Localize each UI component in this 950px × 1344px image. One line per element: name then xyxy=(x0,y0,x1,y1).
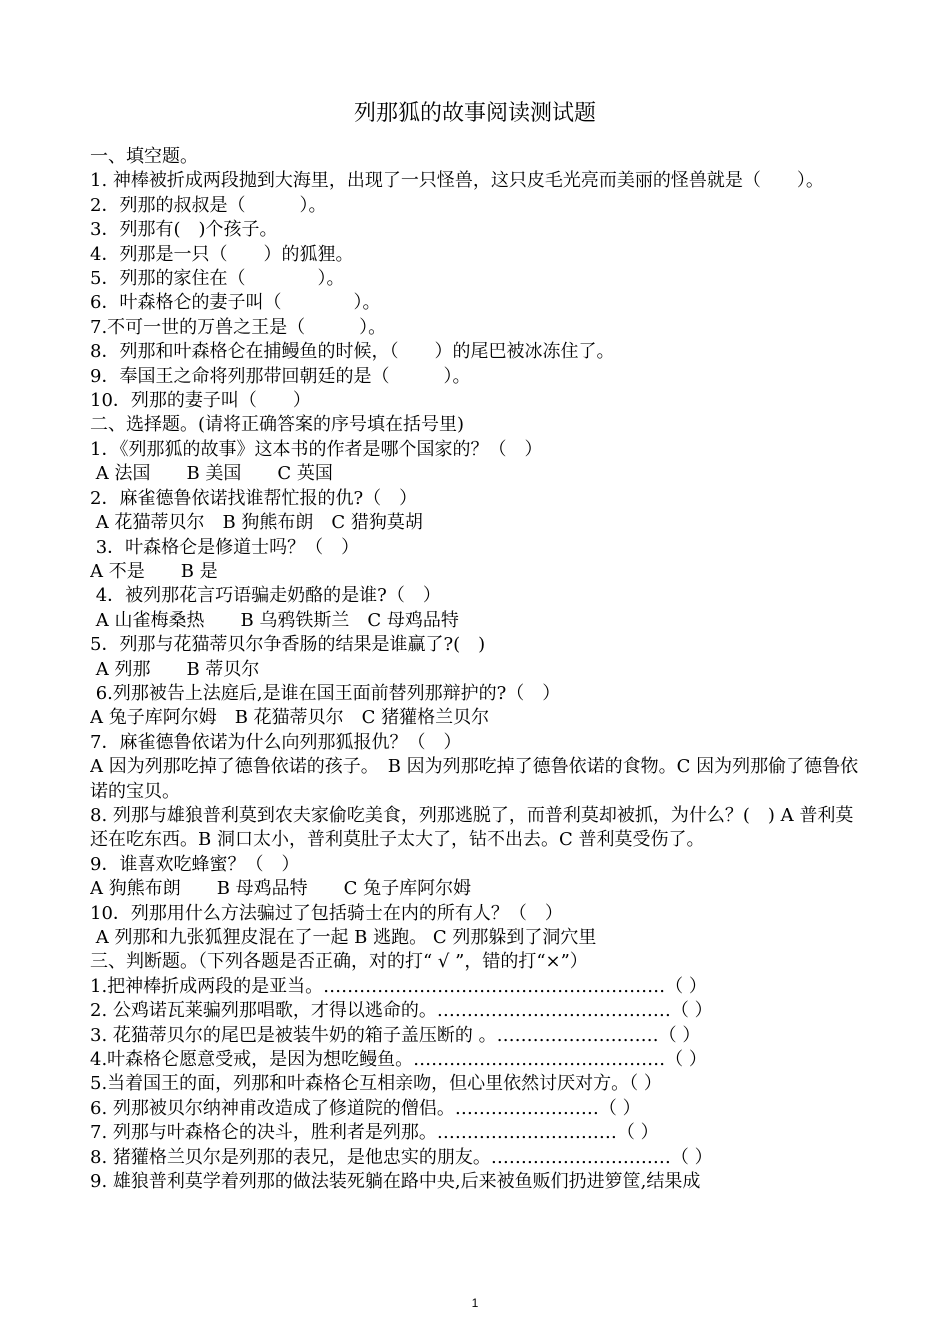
question-line: 8．列那和叶森格仑在捕鳗鱼的时候，（ ）的尾巴被冰冻住了。 xyxy=(90,341,615,363)
true-false-item: 1.把神棒折成两段的是亚当。…………………………………………………（ ） xyxy=(90,975,707,997)
answer-options: A 列那 B 蒂贝尔 xyxy=(90,658,260,680)
question-line: 2．麻雀德鲁依诺找谁帮忙报的仇?（ ） xyxy=(90,487,418,509)
true-false-item: 6. 列那被贝尔纳神甫改造成了修道院的僧侣。……………………（ ） xyxy=(90,1097,641,1119)
section-heading-fill-blank: 一、填空题。 xyxy=(90,146,198,167)
question-line: 6.列那被告上法庭后,是谁在国王面前替列那辩护的?（ ） xyxy=(90,682,561,704)
question-line: 6．叶森格仑的妻子叫（ ）。 xyxy=(90,292,381,314)
question-line: 1. 神棒被折成两段抛到大海里，出现了一只怪兽，这只皮毛光亮而美丽的怪兽就是（ ）。 xyxy=(90,170,824,192)
question-line: 10．列那的妻子叫（ ） xyxy=(90,390,311,412)
section-heading-multiple-choice: 二、选择题。(请将正确答案的序号填在括号里) xyxy=(90,414,465,436)
question-line: 9．奉国王之命将列那带回朝廷的是（ ）。 xyxy=(90,365,471,387)
answer-options: A 兔子库阿尔姆 B 花猫蒂贝尔 C 猪獾格兰贝尔 xyxy=(90,707,490,729)
question-line: 3．叶森格仑是修道士吗？（ ） xyxy=(90,536,360,558)
true-false-item: 5.当着国王的面，列那和叶森格仑互相亲吻，但心里依然讨厌对方。（ ） xyxy=(90,1073,662,1095)
question-line: 7．麻雀德鲁依诺为什么向列那狐报仇？（ ） xyxy=(90,731,462,753)
true-false-item: 9. 雄狼普利莫学着列那的做法装死躺在路中央,后来被鱼贩们扔进箩筐,结果成 xyxy=(90,1171,701,1193)
true-false-item: 7. 列那与叶森格仑的决斗，胜利者是列那。…………………………（ ） xyxy=(90,1122,659,1144)
question-line: 5．列那与花猫蒂贝尔争香肠的结果是谁赢了?( ) xyxy=(90,634,486,656)
question-line: 4．被列那花言巧语骗走奶酪的是谁?（ ） xyxy=(90,585,441,607)
question-line: 10．列那用什么方法骗过了包括骑士在内的所有人？（ ） xyxy=(90,902,563,924)
true-false-item: 3. 花猫蒂贝尔的尾巴是被装牛奶的箱子盖压断的 。………………………（ ） xyxy=(90,1024,701,1046)
question-line: 5．列那的家住在（ ）。 xyxy=(90,268,345,290)
question-body xyxy=(90,145,865,1194)
section-heading-true-false: 三、判断题。（下列各题是否正确，对的打“ √ ”，错的打“×”） xyxy=(90,951,588,973)
question-line: 7.不可一世的万兽之王是（ ）。 xyxy=(90,316,387,338)
true-false-item: 2. 公鸡诺瓦莱骗列那唱歌，才得以逃命的。…………………………………（ ） xyxy=(90,1000,713,1022)
question-line: 3．列那有( )个孩子。 xyxy=(90,219,278,241)
answer-options: A 狗熊布朗 B 母鸡品特 C 兔子库阿尔姆 xyxy=(90,878,472,900)
true-false-item: 4.叶森格仑愿意受戒，是因为想吃鳗鱼。……………………………………（ ） xyxy=(90,1049,707,1071)
answer-options: A 山雀梅桑热 B 乌鸦铁斯兰 C 母鸡品特 xyxy=(90,609,459,631)
question-line: 1．《列那狐的故事》这本书的作者是哪个国家的？（ ） xyxy=(90,438,543,460)
answer-options: A 列那和九张狐狸皮混在了一起 B 逃跑。 C 列那躲到了洞穴里 xyxy=(90,927,597,948)
answer-options: A 花猫蒂贝尔 B 狗熊布朗 C 猎狗莫胡 xyxy=(90,512,423,534)
answer-options: A 法国 B 美国 C 英国 xyxy=(90,463,333,485)
true-false-item: 8. 猪獾格兰贝尔是列那的表兄，是他忠实的朋友。…………………………（ ） xyxy=(90,1146,713,1168)
page-title: 列那狐的故事阅读测试题 xyxy=(353,101,596,126)
page-number: 1 xyxy=(471,1296,479,1310)
question-line: 2．列那的叔叔是（ ）。 xyxy=(90,194,327,216)
answer-options: A 不是 B 是 xyxy=(90,560,218,582)
question-line: 4．列那是一只（ ）的狐狸。 xyxy=(90,243,354,265)
question-line: 9．谁喜欢吃蜂蜜？（ ） xyxy=(90,853,300,875)
answer-options: A 因为列那吃掉了德鲁依诺的孩子。 B 因为列那吃掉了德鲁依诺的食物。C 因为列那偷了德鲁依诺的宝贝。 xyxy=(90,756,859,802)
question-line: 8. 列那与雄狼普利莫到农夫家偷吃美食，列那逃脱了，而普利莫却被抓，为什么？( ) A 普利莫还在吃东西。B 洞口太小，普利莫肚子太大了，钻不出去。C 普利莫受伤了。 xyxy=(90,804,854,851)
